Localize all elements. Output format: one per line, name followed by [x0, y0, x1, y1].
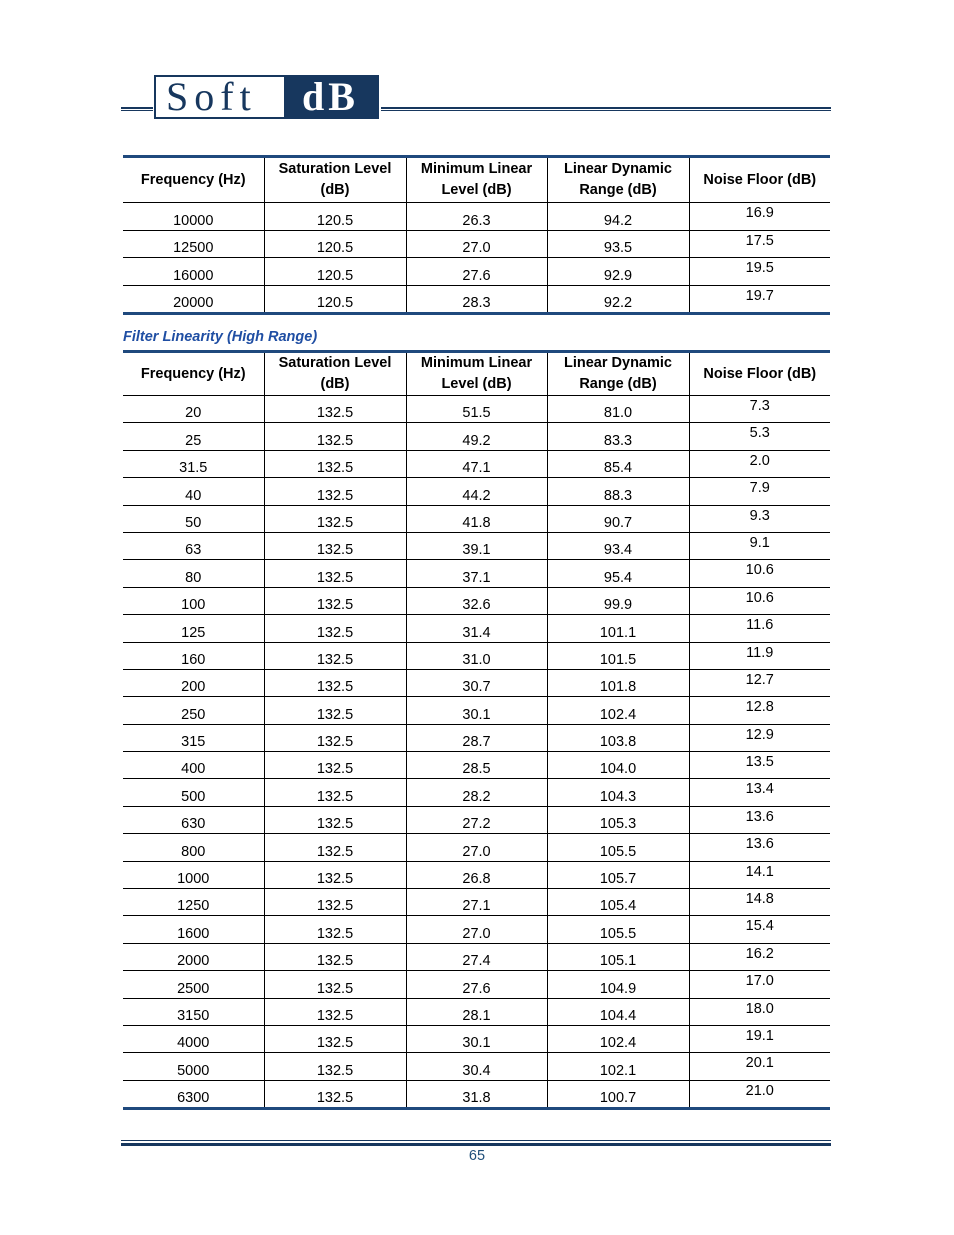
cell-frequency: 40	[123, 478, 264, 505]
cell-frequency: 16000	[123, 258, 264, 286]
cell-dynamic-range: 101.5	[547, 642, 689, 669]
cell-dynamic-range: 100.7	[547, 1080, 689, 1108]
cell-min-linear: 26.8	[406, 861, 547, 888]
cell-dynamic-range: 85.4	[547, 450, 689, 477]
table-row	[123, 1053, 830, 1080]
cell-frequency: 800	[123, 834, 264, 861]
table-row	[123, 834, 830, 861]
cell-noise-floor: 16.2	[689, 943, 830, 970]
table-row	[123, 532, 830, 559]
table-row	[123, 423, 830, 450]
table-row	[123, 478, 830, 505]
cell-noise-floor: 17.0	[689, 971, 830, 998]
cell-frequency: 2500	[123, 971, 264, 998]
cell-frequency: 200	[123, 669, 264, 696]
table-row	[123, 450, 830, 477]
cell-dynamic-range: 93.5	[547, 230, 689, 258]
col-min-linear: Minimum Linear Level (dB)	[406, 352, 547, 396]
cell-min-linear: 28.5	[406, 752, 547, 779]
cell-frequency: 4000	[123, 1025, 264, 1052]
table-row	[123, 916, 830, 943]
softdb-logo	[154, 75, 379, 119]
cell-noise-floor: 13.5	[689, 752, 830, 779]
cell-saturation: 132.5	[264, 752, 406, 779]
cell-noise-floor: 21.0	[689, 1080, 830, 1108]
col-dynamic-range: Linear Dynamic Range (dB)	[547, 157, 689, 203]
cell-frequency: 1600	[123, 916, 264, 943]
cell-saturation: 132.5	[264, 396, 406, 423]
cell-dynamic-range: 103.8	[547, 724, 689, 751]
cell-min-linear: 27.0	[406, 834, 547, 861]
cell-min-linear: 49.2	[406, 423, 547, 450]
cell-min-linear: 30.1	[406, 1025, 547, 1052]
cell-saturation: 132.5	[264, 560, 406, 587]
table-header-row	[123, 157, 830, 203]
cell-saturation: 132.5	[264, 505, 406, 532]
cell-frequency: 3150	[123, 998, 264, 1025]
cell-dynamic-range: 105.1	[547, 943, 689, 970]
cell-frequency: 125	[123, 615, 264, 642]
cell-saturation: 132.5	[264, 587, 406, 614]
cell-frequency: 6300	[123, 1080, 264, 1108]
cell-saturation: 120.5	[264, 285, 406, 314]
col-saturation: Saturation Level (dB)	[264, 157, 406, 203]
cell-min-linear: 51.5	[406, 396, 547, 423]
cell-saturation: 132.5	[264, 1080, 406, 1108]
cell-min-linear: 27.1	[406, 889, 547, 916]
cell-dynamic-range: 104.4	[547, 998, 689, 1025]
table-caption: Filter Linearity (High Range)	[123, 329, 318, 345]
cell-saturation: 132.5	[264, 642, 406, 669]
table-row	[123, 505, 830, 532]
table-row	[123, 724, 830, 751]
cell-dynamic-range: 102.1	[547, 1053, 689, 1080]
cell-saturation: 132.5	[264, 916, 406, 943]
cell-frequency: 100	[123, 587, 264, 614]
table-row	[123, 779, 830, 806]
cell-min-linear: 30.1	[406, 697, 547, 724]
table-row	[123, 943, 830, 970]
cell-saturation: 132.5	[264, 1053, 406, 1080]
cell-noise-floor: 10.6	[689, 560, 830, 587]
cell-noise-floor: 16.9	[689, 203, 830, 231]
cell-frequency: 1250	[123, 889, 264, 916]
table-row	[123, 642, 830, 669]
cell-noise-floor: 20.1	[689, 1053, 830, 1080]
cell-dynamic-range: 105.4	[547, 889, 689, 916]
header-rule-right	[381, 107, 831, 111]
cell-dynamic-range: 90.7	[547, 505, 689, 532]
cell-saturation: 132.5	[264, 724, 406, 751]
table-row	[123, 998, 830, 1025]
cell-frequency: 160	[123, 642, 264, 669]
cell-min-linear: 37.1	[406, 560, 547, 587]
cell-dynamic-range: 104.9	[547, 971, 689, 998]
table-row	[123, 806, 830, 833]
cell-min-linear: 31.4	[406, 615, 547, 642]
table-row	[123, 1025, 830, 1052]
logo-soft-text: Soft	[156, 77, 284, 117]
cell-noise-floor: 11.6	[689, 615, 830, 642]
table-row	[123, 1080, 830, 1108]
cell-min-linear: 28.3	[406, 285, 547, 314]
table-row	[123, 587, 830, 614]
cell-noise-floor: 19.7	[689, 285, 830, 314]
cell-noise-floor: 12.9	[689, 724, 830, 751]
cell-dynamic-range: 99.9	[547, 587, 689, 614]
cell-min-linear: 26.3	[406, 203, 547, 231]
table-row	[123, 285, 830, 314]
cell-frequency: 1000	[123, 861, 264, 888]
cell-dynamic-range: 104.3	[547, 779, 689, 806]
cell-min-linear: 27.6	[406, 971, 547, 998]
cell-noise-floor: 19.1	[689, 1025, 830, 1052]
cell-min-linear: 27.2	[406, 806, 547, 833]
cell-frequency: 10000	[123, 203, 264, 231]
cell-min-linear: 32.6	[406, 587, 547, 614]
cell-saturation: 120.5	[264, 258, 406, 286]
cell-dynamic-range: 102.4	[547, 1025, 689, 1052]
cell-dynamic-range: 83.3	[547, 423, 689, 450]
cell-saturation: 120.5	[264, 230, 406, 258]
cell-saturation: 132.5	[264, 1025, 406, 1052]
cell-noise-floor: 17.5	[689, 230, 830, 258]
cell-noise-floor: 11.9	[689, 642, 830, 669]
col-frequency: Frequency (Hz)	[140, 171, 246, 188]
cell-noise-floor: 7.3	[689, 396, 830, 423]
table-row	[123, 615, 830, 642]
cell-frequency: 630	[123, 806, 264, 833]
cell-dynamic-range: 88.3	[547, 478, 689, 505]
cell-saturation: 132.5	[264, 998, 406, 1025]
table-row	[123, 230, 830, 258]
cell-min-linear: 41.8	[406, 505, 547, 532]
cell-frequency: 63	[123, 532, 264, 559]
cell-min-linear: 27.6	[406, 258, 547, 286]
cell-min-linear: 31.0	[406, 642, 547, 669]
cell-saturation: 120.5	[264, 203, 406, 231]
linearity-table-upper	[123, 155, 830, 315]
cell-saturation: 132.5	[264, 615, 406, 642]
cell-frequency: 50	[123, 505, 264, 532]
cell-min-linear: 27.0	[406, 916, 547, 943]
cell-frequency: 250	[123, 697, 264, 724]
cell-dynamic-range: 94.2	[547, 203, 689, 231]
cell-noise-floor: 15.4	[689, 916, 830, 943]
cell-frequency: 5000	[123, 1053, 264, 1080]
cell-saturation: 132.5	[264, 971, 406, 998]
cell-min-linear: 44.2	[406, 478, 547, 505]
cell-min-linear: 28.2	[406, 779, 547, 806]
header-rule-left	[121, 107, 153, 111]
cell-noise-floor: 10.6	[689, 587, 830, 614]
cell-min-linear: 47.1	[406, 450, 547, 477]
cell-min-linear: 28.1	[406, 998, 547, 1025]
cell-saturation: 132.5	[264, 943, 406, 970]
cell-saturation: 132.5	[264, 834, 406, 861]
col-noise-floor: Noise Floor (dB)	[689, 157, 830, 203]
cell-dynamic-range: 93.4	[547, 532, 689, 559]
cell-saturation: 132.5	[264, 697, 406, 724]
col-noise-floor: Noise Floor (dB)	[689, 352, 830, 396]
table-row	[123, 396, 830, 423]
cell-frequency: 2000	[123, 943, 264, 970]
cell-dynamic-range: 105.3	[547, 806, 689, 833]
cell-dynamic-range: 105.5	[547, 834, 689, 861]
cell-min-linear: 39.1	[406, 532, 547, 559]
cell-frequency: 500	[123, 779, 264, 806]
logo-db-text: dB	[284, 77, 377, 117]
cell-noise-floor: 12.8	[689, 697, 830, 724]
table-row	[123, 560, 830, 587]
cell-noise-floor: 13.6	[689, 834, 830, 861]
cell-saturation: 132.5	[264, 861, 406, 888]
table-row	[123, 971, 830, 998]
cell-noise-floor: 14.1	[689, 861, 830, 888]
cell-saturation: 132.5	[264, 450, 406, 477]
cell-min-linear: 30.4	[406, 1053, 547, 1080]
cell-dynamic-range: 81.0	[547, 396, 689, 423]
cell-frequency: 12500	[123, 230, 264, 258]
cell-saturation: 132.5	[264, 806, 406, 833]
cell-noise-floor: 12.7	[689, 669, 830, 696]
table-row	[123, 669, 830, 696]
cell-min-linear: 27.0	[406, 230, 547, 258]
table-row	[123, 889, 830, 916]
cell-dynamic-range: 101.1	[547, 615, 689, 642]
col-min-linear: Minimum Linear Level (dB)	[406, 157, 547, 203]
cell-min-linear: 28.7	[406, 724, 547, 751]
cell-noise-floor: 9.1	[689, 532, 830, 559]
table-header-row	[123, 352, 830, 396]
cell-noise-floor: 14.8	[689, 889, 830, 916]
col-frequency: Frequency (Hz)	[140, 365, 246, 382]
cell-saturation: 132.5	[264, 779, 406, 806]
filter-linearity-high-range-table	[123, 350, 830, 1110]
cell-dynamic-range: 92.2	[547, 285, 689, 314]
cell-noise-floor: 5.3	[689, 423, 830, 450]
table-row	[123, 861, 830, 888]
cell-frequency: 31.5	[123, 450, 264, 477]
cell-dynamic-range: 105.7	[547, 861, 689, 888]
cell-frequency: 20	[123, 396, 264, 423]
cell-saturation: 132.5	[264, 532, 406, 559]
cell-saturation: 132.5	[264, 478, 406, 505]
table-row	[123, 752, 830, 779]
cell-dynamic-range: 104.0	[547, 752, 689, 779]
cell-min-linear: 30.7	[406, 669, 547, 696]
cell-noise-floor: 18.0	[689, 998, 830, 1025]
cell-saturation: 132.5	[264, 669, 406, 696]
cell-frequency: 315	[123, 724, 264, 751]
col-saturation: Saturation Level (dB)	[264, 352, 406, 396]
table-row	[123, 697, 830, 724]
cell-dynamic-range: 102.4	[547, 697, 689, 724]
cell-dynamic-range: 95.4	[547, 560, 689, 587]
cell-frequency: 80	[123, 560, 264, 587]
cell-dynamic-range: 105.5	[547, 916, 689, 943]
cell-noise-floor: 13.4	[689, 779, 830, 806]
footer-rule	[121, 1140, 831, 1146]
cell-min-linear: 31.8	[406, 1080, 547, 1108]
table-row	[123, 258, 830, 286]
cell-noise-floor: 2.0	[689, 450, 830, 477]
cell-noise-floor: 19.5	[689, 258, 830, 286]
cell-noise-floor: 9.3	[689, 505, 830, 532]
col-dynamic-range: Linear Dynamic Range (dB)	[547, 352, 689, 396]
cell-dynamic-range: 92.9	[547, 258, 689, 286]
page-number: 65	[468, 1148, 486, 1164]
cell-min-linear: 27.4	[406, 943, 547, 970]
table-row	[123, 203, 830, 231]
cell-saturation: 132.5	[264, 889, 406, 916]
cell-frequency: 400	[123, 752, 264, 779]
cell-saturation: 132.5	[264, 423, 406, 450]
cell-frequency: 25	[123, 423, 264, 450]
cell-frequency: 20000	[123, 285, 264, 314]
cell-dynamic-range: 101.8	[547, 669, 689, 696]
cell-noise-floor: 13.6	[689, 806, 830, 833]
cell-noise-floor: 7.9	[689, 478, 830, 505]
